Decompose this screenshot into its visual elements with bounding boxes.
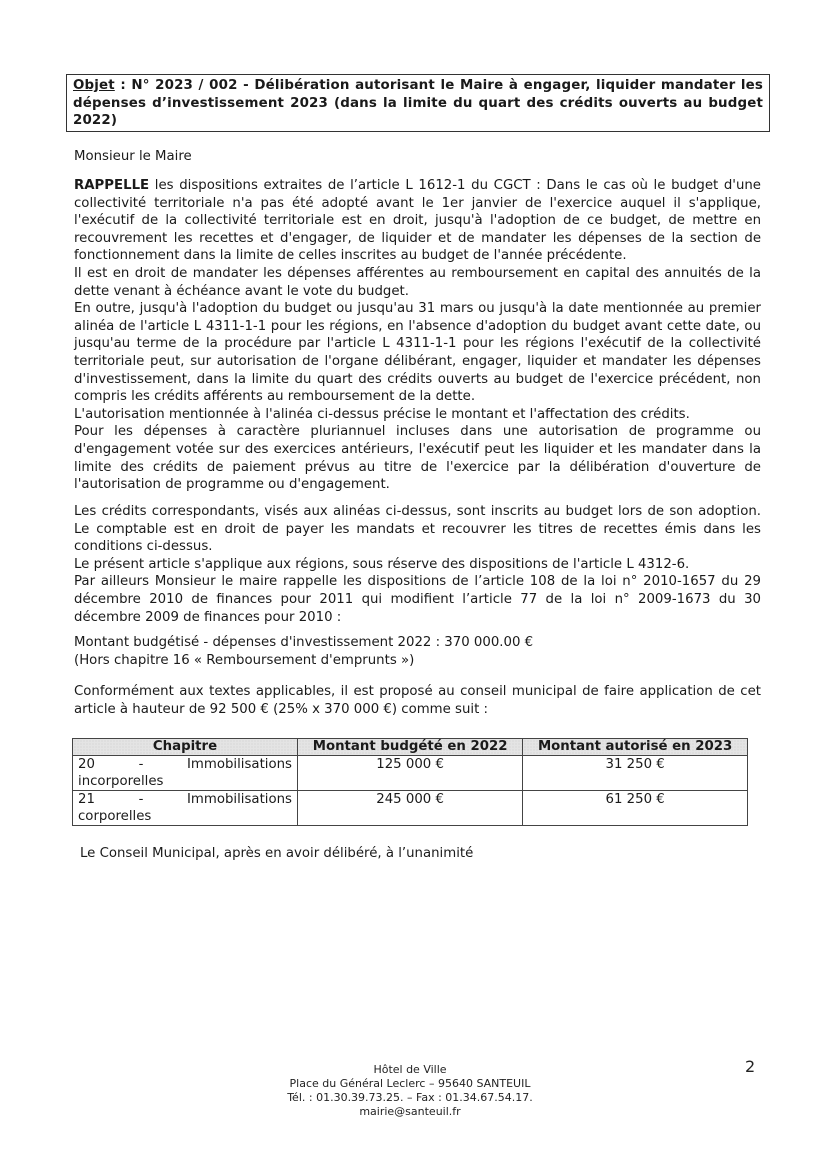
chapitre-dash: - (138, 757, 144, 772)
autorise-2023-cell: 31 250 € (523, 756, 748, 791)
chapitre-label-cont: incorporelles (78, 774, 164, 789)
table-row (73, 791, 748, 826)
montant-budgetise (74, 634, 761, 669)
paragraph-dette: Il est en droit de mandater les dépenses afférentes au remboursement en capital des annuités de la dette venant à échéance avant le vote du budget. (74, 265, 761, 299)
paragraph-regions: Le présent article s'applique aux régions, sous réserve des dispositions de l'article L 4312-6. (74, 556, 690, 572)
chapitre-cell (73, 756, 298, 791)
salutation: Monsieur le Maire (74, 149, 192, 164)
credits-section (74, 503, 761, 626)
autorise-2023-cell: 61 250 € (523, 791, 748, 826)
hors-chapitre-line: (Hors chapitre 16 « Remboursement d'emprunts ») (74, 652, 415, 668)
table-header-row (73, 739, 748, 756)
footer-hotel-de-ville: Hôtel de Ville (373, 1063, 447, 1076)
budget-2022-cell: 245 000 € (298, 791, 523, 826)
chapitre-number: 20 (78, 757, 95, 772)
paragraph-pluriannuel: Pour les dépenses à caractère pluriannuel incluses dans une autorisation de programme ou d'engagement votée sur des exercices antérieurs, l'exécutif peut les liquider et les mandater dans la limite des crédits de paiement prévus au titre de l'exercice par la délibération d'ouverture de l'autorisation de programme ou d'engagement. (74, 424, 761, 493)
chapitre-cell (73, 791, 298, 826)
legal-reminder-section (74, 177, 761, 494)
deliberation-title-box (66, 74, 770, 132)
header-montant-2023: Montant autorisé en 2023 (523, 739, 748, 756)
header-chapitre: Chapitre (73, 739, 298, 756)
conseil-municipal-statement: Le Conseil Municipal, après en avoir délibéré, à l’unanimité (80, 846, 474, 861)
table-row (73, 756, 748, 791)
chapitre-label-cont: corporelles (78, 809, 152, 824)
paragraph-autorisation: L'autorisation mentionnée à l'alinéa ci-dessus précise le montant et l'affectation des crédits. (74, 406, 690, 422)
montant-line: Montant budgétisé - dépenses d'investissement 2022 : 370 000.00 € (74, 635, 534, 650)
deliberation-title: : N° 2023 / 002 - Délibération autorisant le Maire à engager, liquider mandater les dépenses d’investissement 2023 (dans la limite du quart des crédits ouverts au budget 2022) (73, 78, 763, 128)
objet-label: Objet (73, 78, 115, 93)
footer-phone-fax: Tél. : 01.30.39.73.25. – Fax : 01.34.67.54.17. (287, 1091, 533, 1104)
paragraph-en-outre: En outre, jusqu'à l'adoption du budget ou jusqu'au 31 mars ou jusqu'à la date mentionnée au premier alinéa de l'article L 4311-1-1 pour les régions, en l'absence d'adoption du budget avant cette date, ou jusqu'au terme de la procédure par l'article L 4311-1-1 pour les régions l'exécutif de la collectivité territoriale peut, sur autorisation de l'organe délibérant, engager, liquider et mandater les dépenses d'investissement, dans la limite du quart des crédits ouverts au budget de l'exercice précédent, non compris les crédits afférents au remboursement de la dette. (74, 301, 761, 405)
footer-address (280, 1063, 540, 1119)
header-montant-2022: Montant budgété en 2022 (298, 739, 523, 756)
rappelle-text: les dispositions extraites de l’article L 1612-1 du CGCT : Dans le cas où le budget d'une collectivité territoriale n'a pas été adopté avant le 1er janvier de l'exercice auquel il s'applique, l'exécutif de la collectivité territoriale est en droit, jusqu'à l'adoption de ce budget, de mettre en recouvrement les recettes et d'engager, de liquider et de mandater les dépenses de la section de fonctionnement dans la limite de celles inscrites au budget de l'année précédente. (74, 178, 761, 264)
page-number: 2 (745, 1057, 756, 1076)
footer-email: mairie@santeuil.fr (359, 1105, 461, 1118)
chapitre-dash: - (138, 792, 144, 807)
conforme-paragraph: Conformément aux textes applicables, il est proposé au conseil municipal de faire application de cet article à hauteur de 92 500 € (25% x 370 000 €) comme suit : (74, 684, 761, 717)
paragraph-loi-finances: Par ailleurs Monsieur le maire rappelle les dispositions de l’article 108 de la loi n° 2010-1657 du 29 décembre 2010 de finances pour 2011 qui modifient l’article 77 de la loi n° 2009-1673 du 30 décembre 2009 de finances pour 2010 : (74, 574, 761, 625)
budget-2022-cell: 125 000 € (298, 756, 523, 791)
chapitre-number: 21 (78, 792, 95, 807)
chapitre-label: Immobilisations (187, 757, 292, 772)
paragraph-credits: Les crédits correspondants, visés aux alinéas ci-dessus, sont inscrits au budget lors de son adoption. Le comptable est en droit de payer les mandats et recouvrer les titres de recettes émis dans les conditions ci-dessus. (74, 504, 761, 555)
budget-table (72, 738, 748, 826)
rappelle-keyword: RAPPELLE (74, 178, 150, 193)
paragraph-rappelle (74, 177, 761, 265)
footer-street: Place du Général Leclerc – 95640 SANTEUIL (289, 1077, 531, 1090)
chapitre-label: Immobilisations (187, 792, 292, 807)
